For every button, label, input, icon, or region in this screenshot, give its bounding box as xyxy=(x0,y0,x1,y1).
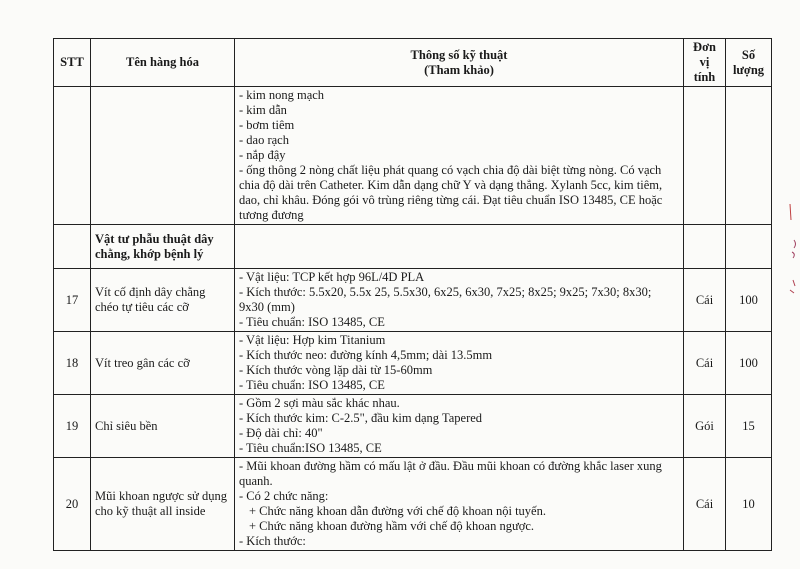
spec-line: - Tiêu chuẩn: ISO 13485, CE xyxy=(239,315,385,329)
cell-name: Vít treo gân các cỡ xyxy=(91,332,235,395)
spec-line: - ống thông 2 nòng chất liệu phát quang có vạch chia độ dài biệt từng nòng. Có vạch chia độ dài trên Catheter. Kim dẫn dạng chữ Y và dạng thẳng. Xylanh 5cc, kim tiêm, dao, chỉ khâu. Đóng gói vô trùng riêng từng cái. Đạt tiêu chuẩn ISO 13485, CE hoặc tương đương xyxy=(239,163,663,222)
header-row xyxy=(54,39,772,87)
cell-unit: Cái xyxy=(684,458,726,551)
cell-spec xyxy=(235,225,684,269)
cell-spec xyxy=(235,269,684,332)
header-spec xyxy=(235,39,684,87)
cell-name: Vít cố định dây chằng chéo tự tiêu các cỡ xyxy=(91,269,235,332)
spec-line: - Tiêu chuẩn: ISO 13485, CE xyxy=(239,378,385,392)
cell-stt: 17 xyxy=(54,269,91,332)
cell-qty: 15 xyxy=(726,395,772,458)
cell-unit: Gói xyxy=(684,395,726,458)
spec-line: - Tiêu chuẩn:ISO 13485, CE xyxy=(239,441,382,455)
table-row xyxy=(54,269,772,332)
goods-spec-table xyxy=(53,38,772,551)
spec-line: + Chức năng khoan dẫn đường với chế độ khoan nội tuyến. xyxy=(249,504,546,518)
spec-line: - Kích thước kim: C-2.5", đầu kim dạng Tapered xyxy=(239,411,483,425)
spec-line: - Kích thước neo: đường kính 4,5mm; dài 13.5mm xyxy=(239,348,493,362)
header-unit-line2: tính xyxy=(693,70,716,84)
cell-qty: 100 xyxy=(726,332,772,395)
table-row-group xyxy=(54,225,772,269)
cell-name xyxy=(91,87,235,225)
cell-qty xyxy=(726,87,772,225)
header-unit xyxy=(684,39,726,87)
table-row xyxy=(54,395,772,458)
cell-stt xyxy=(54,225,91,269)
spec-line: - Vật liệu: Hợp kim Titanium xyxy=(239,333,386,347)
cell-spec xyxy=(235,458,684,551)
header-spec-line2: (Tham khảo) xyxy=(424,62,494,77)
cell-unit: Cái xyxy=(684,269,726,332)
spec-line: - dao rạch xyxy=(239,133,289,147)
header-stt: STT xyxy=(54,39,91,87)
cell-stt: 18 xyxy=(54,332,91,395)
spec-line: - Kích thước: xyxy=(239,534,306,548)
header-spec-line1: Thông số kỹ thuật xyxy=(410,47,508,62)
header-qty-line2: lượng xyxy=(732,62,765,77)
spec-line: - Kích thước: 5.5x20, 5.5x 25, 5.5x30, 6x25, 6x30, 7x25; 8x25; 9x25; 7x30; 8x30; 9x30 (mm) xyxy=(239,285,652,314)
group-name: Vật tư phẫu thuật dây chằng, khớp bệnh lý xyxy=(91,225,235,269)
cell-stt: 20 xyxy=(54,458,91,551)
cell-unit xyxy=(684,225,726,269)
spec-line: - kim nong mạch xyxy=(239,88,325,102)
spec-line: + Chức năng khoan đường hầm với chế độ khoan ngược. xyxy=(249,519,534,533)
table-row-continued xyxy=(54,87,772,225)
spec-line: - Độ dài chỉ: 40" xyxy=(239,426,323,440)
cell-spec xyxy=(235,332,684,395)
spec-line: - bơm tiêm xyxy=(239,118,295,132)
cell-qty: 10 xyxy=(726,458,772,551)
cell-stt: 19 xyxy=(54,395,91,458)
cell-stt xyxy=(54,87,91,225)
cell-spec xyxy=(235,87,684,225)
header-name: Tên hàng hóa xyxy=(91,39,235,87)
table-row xyxy=(54,458,772,551)
spec-line: - Gồm 2 sợi màu sắc khác nhau. xyxy=(239,396,400,410)
spec-line: - Có 2 chức năng: xyxy=(239,489,329,503)
spec-line: - kim dẫn xyxy=(239,103,287,117)
cell-unit: Cái xyxy=(684,332,726,395)
table-row xyxy=(54,332,772,395)
spec-line: - Mũi khoan đường hầm có mấu lật ở đầu. Đầu mũi khoan có đường khắc laser xung quanh. xyxy=(239,459,662,488)
cell-unit xyxy=(684,87,726,225)
header-unit-line1: Đơn vị xyxy=(693,40,716,69)
spec-line: - Vật liệu: TCP kết hợp 96L/4D PLA xyxy=(239,270,425,284)
handwritten-margin-mark xyxy=(780,200,800,310)
header-qty xyxy=(726,39,772,87)
cell-spec xyxy=(235,395,684,458)
cell-name: Mũi khoan ngược sử dụng cho kỹ thuật all inside xyxy=(91,458,235,551)
spec-line: - nắp đậy xyxy=(239,148,286,162)
header-qty-line1: Số xyxy=(741,47,756,62)
cell-qty xyxy=(726,225,772,269)
spec-line: - Kích thước vòng lặp dài từ 15-60mm xyxy=(239,363,433,377)
cell-name: Chỉ siêu bền xyxy=(91,395,235,458)
cell-qty: 100 xyxy=(726,269,772,332)
